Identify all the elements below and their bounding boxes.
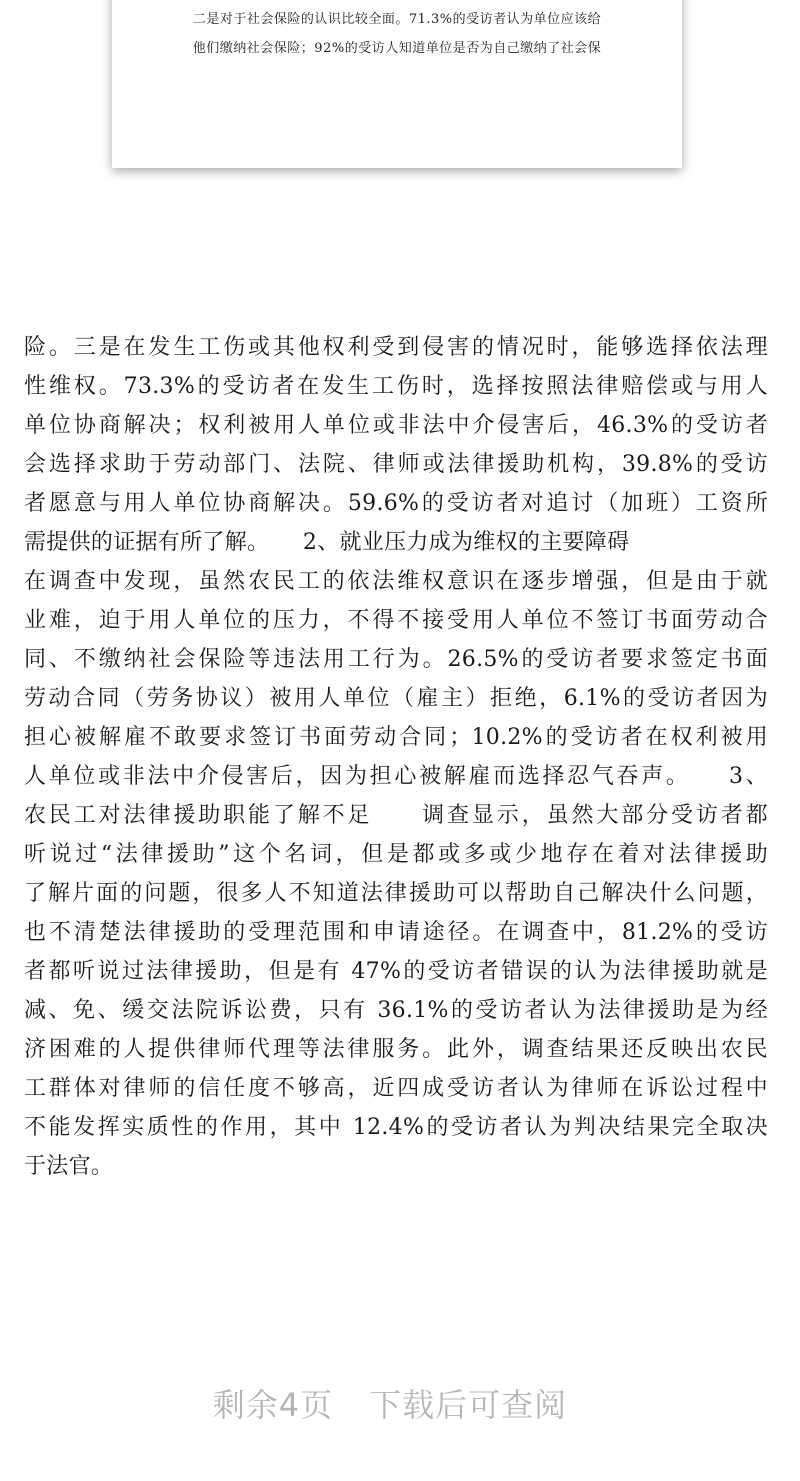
body-line: 担心被解雇不敢要求签订书面劳动合同；10.2%的受访者在权利被用 [24, 725, 768, 750]
body-line: 者愿意与用人单位协商解决。59.6%的受访者对追讨（加班）工资所 [24, 491, 768, 516]
body-line: 者都听说过法律援助，但是有 47%的受访者错误的认为法律援助就是 [24, 959, 768, 984]
body-line: 济困难的人提供律师代理等法律服务。此外，调查结果还反映出农民 [24, 1037, 768, 1062]
preview-line: 二是对于社会保险的认识比较全面。71.3%的受访者认为单位应该给 [192, 12, 602, 27]
body-line: 性维权。73.3%的受访者在发生工伤时，选择按照法律赔偿或与用人 [24, 374, 768, 399]
download-to-view-text: 下载后可查阅 [369, 1386, 568, 1424]
download-prompt[interactable] [0, 1380, 780, 1426]
body-line: 听说过“法律援助”这个名词，但是都或多或少地存在着对法律援助 [24, 842, 768, 867]
remaining-pages-text: 剩余4页 [212, 1386, 334, 1424]
previous-page-card [112, 0, 682, 168]
body-line: 在调查中发现，虽然农民工的依法维权意识在逐步增强，但是由于就 [24, 569, 768, 594]
body-line: 于法官。 [24, 1154, 114, 1179]
body-line: 人单位或非法中介侵害后，因为担心被解雇而选择忍气吞声。 3、 [24, 764, 768, 789]
body-line: 需提供的证据有所了解。 2、就业压力成为维权的主要障碍 [24, 530, 630, 555]
body-line: 不能发挥实质性的作用，其中 12.4%的受访者认为判决结果完全取决 [24, 1115, 768, 1140]
body-line: 也不清楚法律援助的受理范围和申请途径。在调查中，81.2%的受访 [24, 920, 768, 945]
body-line: 会选择求助于劳动部门、法院、律师或法律援助机构，39.8%的受访 [24, 452, 768, 477]
preview-line: 他们缴纳社会保险；92%的受访人知道单位是否为自己缴纳了社会保 [192, 41, 602, 56]
body-line: 同、不缴纳社会保险等违法用工行为。26.5%的受访者要求签定书面 [24, 647, 768, 672]
body-line: 农民工对法律援助职能了解不足 调查显示，虽然大部分受访者都 [24, 803, 768, 828]
body-line: 劳动合同（劳务协议）被用人单位（雇主）拒绝，6.1%的受访者因为 [24, 686, 768, 711]
body-line: 业难，迫于用人单位的压力，不得不接受用人单位不签订书面劳动合 [24, 608, 768, 633]
body-line: 减、免、缓交法院诉讼费，只有 36.1%的受访者认为法律援助是为经 [24, 998, 768, 1023]
body-line: 工群体对律师的信任度不够高，近四成受访者认为律师在诉讼过程中 [24, 1076, 768, 1101]
body-line: 了解片面的问题，很多人不知道法律援助可以帮助自己解决什么问题， [24, 881, 768, 906]
body-line: 险。三是在发生工伤或其他权利受到侵害的情况时，能够选择依法理 [24, 335, 768, 360]
body-line: 单位协商解决；权利被用人单位或非法中介侵害后，46.3%的受访者 [24, 413, 768, 438]
document-body [24, 328, 768, 1186]
